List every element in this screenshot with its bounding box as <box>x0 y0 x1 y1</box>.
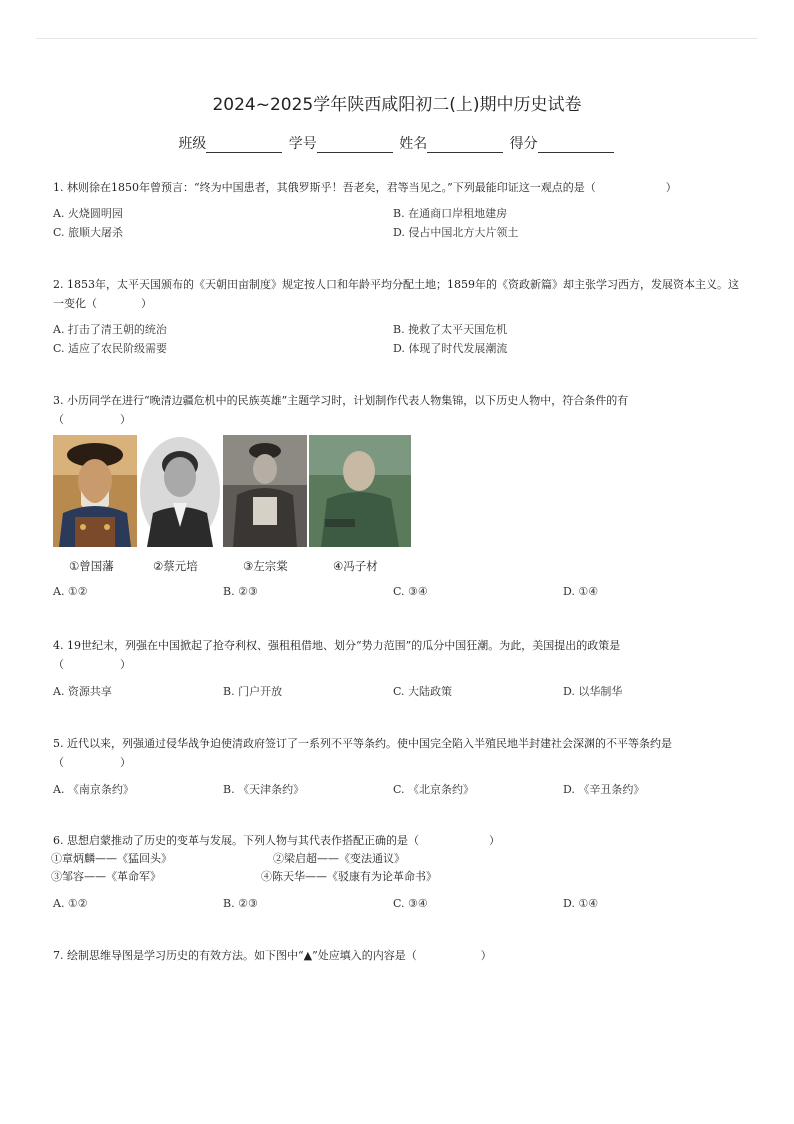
question-4 <box>53 636 743 701</box>
option-a[interactable]: A. 打击了清王朝的统治 <box>53 323 167 336</box>
question-5-options-row <box>53 780 743 799</box>
option-c[interactable]: C. 旅顺大屠杀 <box>53 226 124 239</box>
option-b[interactable]: B. ②③ <box>223 585 258 598</box>
portrait-captions <box>53 558 413 576</box>
question-3-options <box>53 582 743 601</box>
option-c[interactable]: C. 适应了农民阶级需要 <box>53 342 168 355</box>
option-b[interactable]: B. 在通商口岸租地建房 <box>393 207 508 220</box>
option-a[interactable]: A. ①② <box>53 585 88 598</box>
question-2-options-row1 <box>53 320 743 339</box>
caption-4: ④冯子材 <box>333 559 378 573</box>
option-d[interactable]: D. 侵占中国北方大片领土 <box>393 226 519 239</box>
student-info-row <box>0 133 794 153</box>
portrait-gallery <box>53 435 413 550</box>
option-a[interactable]: A. 火烧圆明园 <box>53 207 123 220</box>
question-3-stem: 3. 小历同学在进行“晚清边疆危机中的民族英雄”主题学习时，计划制作代表人物集锦，以下历史人物中，符合条件的有 <box>53 394 629 407</box>
question-6-stem: 6. 思想启蒙推动了历史的变革与发展。下列人物与其代表作搭配正确的是（ ） <box>53 834 500 847</box>
pair-4: ④陈天华——《驳康有为论革命书》 <box>261 870 437 883</box>
option-d[interactable]: D. 以华制华 <box>563 685 623 698</box>
portrait-image-2 <box>139 435 221 547</box>
option-c[interactable]: C. ③④ <box>393 897 428 910</box>
pair-2: ②梁启超——《变法通议》 <box>273 852 405 865</box>
question-7 <box>53 946 743 965</box>
question-3-options-row <box>53 582 743 601</box>
option-b[interactable]: B. 《天津条约》 <box>223 783 305 796</box>
question-3-paren: （ ） <box>53 413 131 426</box>
question-5 <box>53 734 743 799</box>
option-b[interactable]: B. 挽救了太平天国危机 <box>393 323 508 336</box>
question-6 <box>53 831 743 913</box>
student-id-label: 学号 <box>288 136 317 152</box>
score-blank[interactable] <box>538 138 614 153</box>
question-3 <box>53 391 743 429</box>
option-d[interactable]: D. ①④ <box>563 585 599 598</box>
question-1-options-row1 <box>53 204 743 223</box>
class-blank[interactable] <box>206 138 282 153</box>
question-4-paren: （ ） <box>53 658 131 671</box>
option-a[interactable]: A. ①② <box>53 897 88 910</box>
question-6-pairs-row1 <box>53 850 743 868</box>
student-id-blank[interactable] <box>317 138 393 153</box>
option-d[interactable]: D. ①④ <box>563 897 599 910</box>
class-label: 班级 <box>178 136 207 152</box>
caption-1: ①曾国藩 <box>69 559 114 573</box>
option-d[interactable]: D. 体现了时代发展潮流 <box>393 342 508 355</box>
option-c[interactable]: C. ③④ <box>393 585 428 598</box>
caption-3: ③左宗棠 <box>243 559 288 573</box>
exam-title: 2024~2025学年陕西咸阳初二(上)期中历史试卷 <box>212 95 582 115</box>
option-b[interactable]: B. 门户开放 <box>223 685 283 698</box>
option-d[interactable]: D. 《辛丑条约》 <box>563 783 645 796</box>
option-c[interactable]: C. 大陆政策 <box>393 685 453 698</box>
option-b[interactable]: B. ②③ <box>223 897 258 910</box>
question-2-stem: 2. 1853年，太平天国颁布的《天朝田亩制度》规定按人口和年龄平均分配土地；1859年的《资政新篇》却主张学习西方，发展资本主义。这一变化（ ） <box>53 278 739 310</box>
question-4-options-row <box>53 682 743 701</box>
question-6-options-row <box>53 894 743 913</box>
question-1 <box>53 178 743 242</box>
question-7-stem: 7. 绘制思维导图是学习历史的有效方法。如下图中“▲”处应填入的内容是（ ） <box>53 949 492 962</box>
pair-3: ③邹容——《革命军》 <box>51 870 161 883</box>
question-4-stem: 4. 19世纪末，列强在中国掀起了抢夺利权、强租租借地、划分“势力范围”的瓜分中国狂潮。为此，美国提出的政策是 <box>53 639 621 652</box>
portrait-image-3 <box>223 435 307 547</box>
option-a[interactable]: A. 《南京条约》 <box>53 783 134 796</box>
option-c[interactable]: C. 《北京条约》 <box>393 783 475 796</box>
question-2-options-row2 <box>53 339 743 358</box>
question-2 <box>53 275 743 358</box>
portrait-image-1 <box>53 435 137 547</box>
question-1-stem: 1. 林则徐在1850年曾预言：“终为中国患者，其俄罗斯乎！吾老矣，君等当见之。”下列最能印证这一观点的是（ ） <box>53 181 677 194</box>
option-a[interactable]: A. 资源共享 <box>53 685 112 698</box>
portrait-image-4 <box>309 435 411 547</box>
question-6-pairs-row2 <box>53 868 743 886</box>
question-5-stem: 5. 近代以来，列强通过侵华战争迫使清政府签订了一系列不平等条约。使中国完全陷入半殖民地半封建社会深渊的不平等条约是 <box>53 737 672 750</box>
pair-1: ①章炳麟——《猛回头》 <box>51 852 172 865</box>
top-divider <box>36 38 758 39</box>
question-1-options-row2 <box>53 223 743 242</box>
question-5-paren: （ ） <box>53 756 131 769</box>
name-label: 姓名 <box>399 136 428 152</box>
caption-2: ②蔡元培 <box>153 559 198 573</box>
score-label: 得分 <box>509 136 538 152</box>
name-blank[interactable] <box>427 138 503 153</box>
